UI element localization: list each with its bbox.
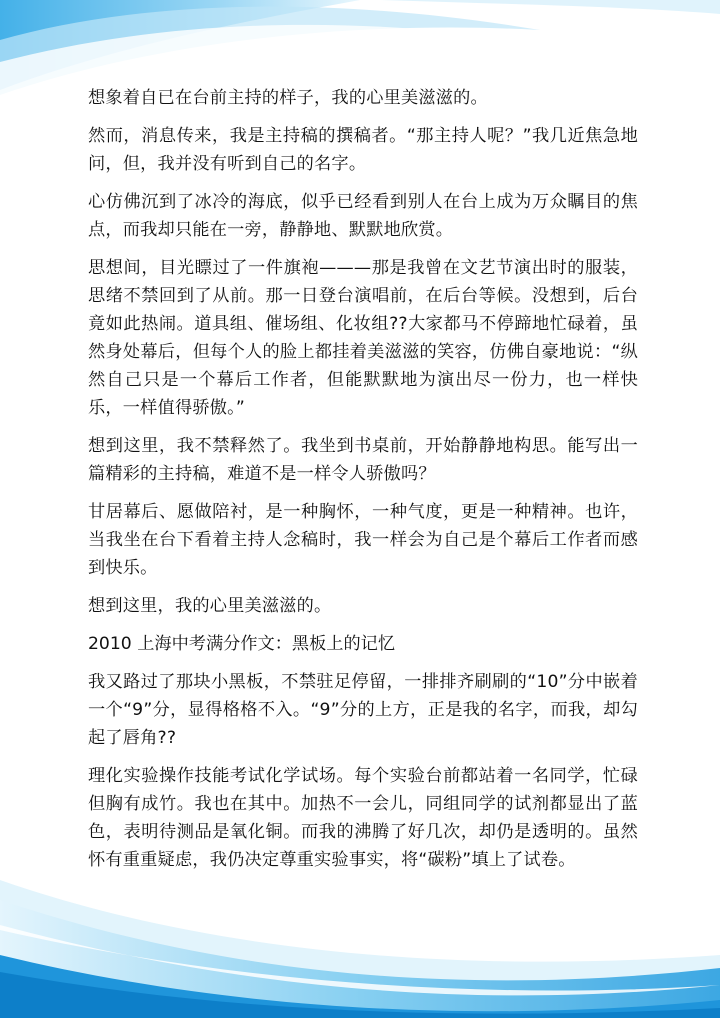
paragraph: 心仿佛沉到了冰冷的海底，似乎已经看到别人在台上成为万众瞩目的焦点，而我却只能在一旁，静静地、默默地欣赏。 bbox=[88, 192, 638, 240]
paragraph: 思想间，目光瞟过了一件旗袍———那是我曾在文艺节演出时的服装，思绪不禁回到了从前。那一日登台演唱前，在后台等候。没想到，后台竟如此热闹。道具组、催场组、化妆组??大家都马不停蹄地忙碌着，虽然身处幕后，但每个人的脸上都挂着美滋滋的笑容，仿佛自豪地说：“纵然自己只是一个幕后工作者，但能默默地为演出尽一份力，也一样快乐，一样值得骄傲。” bbox=[88, 258, 638, 418]
bottom-wave-decoration bbox=[0, 880, 720, 1018]
paragraph: 我又路过了那块小黑板，不禁驻足停留，一排排齐刷刷的“10”分中嵌着一个“9”分，显得格格不入。“9”分的上方，正是我的名字，而我，却勾起了唇角?? bbox=[88, 672, 638, 748]
paragraph: 想到这里，我不禁释然了。我坐到书桌前，开始静静地构思。能写出一篇精彩的主持稿，难道不是一样令人骄傲吗？ bbox=[88, 436, 638, 484]
paragraph: 理化实验操作技能考试化学试场。每个实验台前都站着一名同学，忙碌但胸有成竹。我也在其中。加热不一会儿，同组同学的试剂都显出了蓝色，表明待测品是氧化铜。而我的沸腾了好几次，却仍是透明的。虽然怀有重重疑虑，我仍决定尊重实验事实，将“碳粉”填上了试卷。 bbox=[88, 766, 638, 870]
paragraph: 想到这里，我的心里美滋滋的。 bbox=[88, 596, 332, 616]
section-title: 2010 上海中考满分作文：黑板上的记忆 bbox=[88, 634, 396, 654]
essay-body bbox=[88, 84, 638, 874]
paragraph: 甘居幕后、愿做陪衬，是一种胸怀，一种气度，更是一种精神。也许，当我坐在台下看着主持人念稿时，我一样会为自己是个幕后工作者而感到快乐。 bbox=[88, 502, 638, 578]
paragraph: 然而，消息传来，我是主持稿的撰稿者。“那主持人呢？”我几近焦急地问，但，我并没有听到自己的名字。 bbox=[88, 126, 638, 174]
paragraph: 想象着自已在台前主持的样子，我的心里美滋滋的。 bbox=[88, 88, 488, 108]
